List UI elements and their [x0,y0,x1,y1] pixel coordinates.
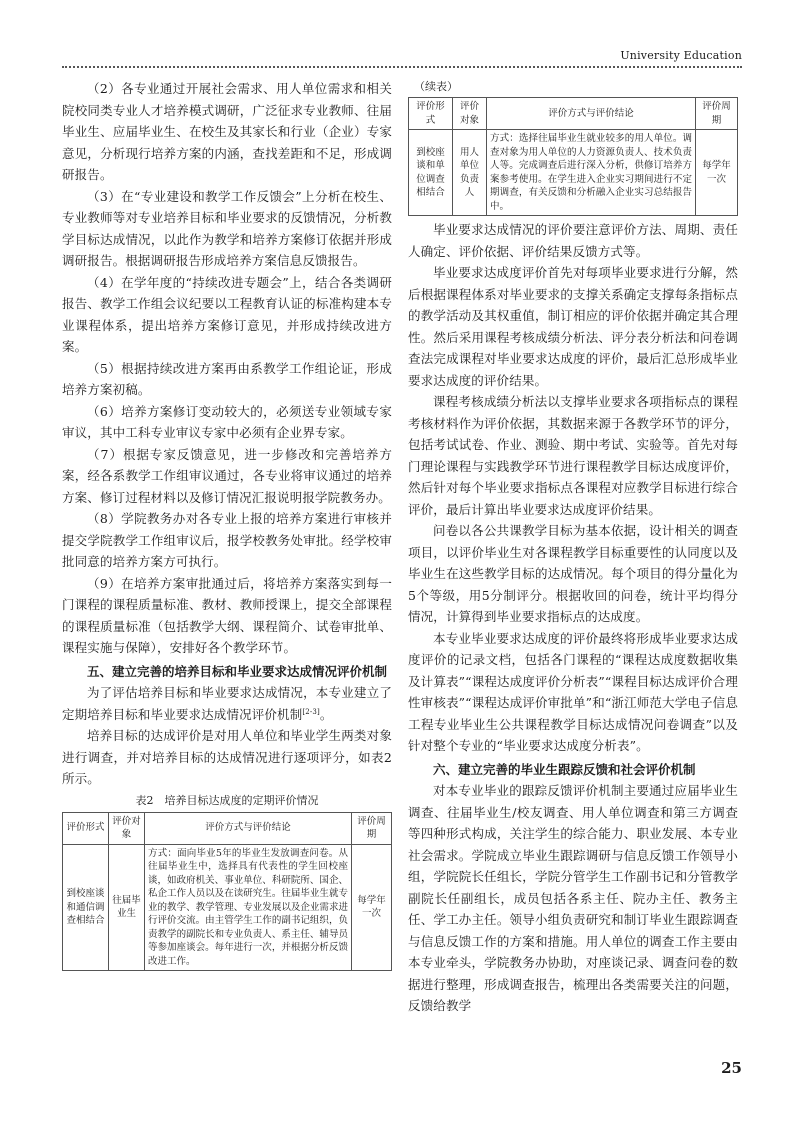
table-cell-target: 用人单位负责人 [453,130,487,216]
citation: [2-3] [302,707,320,716]
table-cell-cycle: 每学年一次 [352,844,392,971]
table-cell-form: 到校座谈和单位调查相结合 [409,130,453,216]
table-cell-cycle: 每学年一次 [696,130,738,216]
table-header-cell: 评价对象 [109,812,145,844]
table-caption: 表2 培养目标达成度的定期评价情况 [135,793,319,807]
paragraph: （6）培养方案修订变动较大的，必须送专业领域专家审议，其中工科专业审议专家中必须有企业界专家。 [62,403,392,440]
paragraph: 课程考核成绩分析法以支撑毕业要求各项指标点的课程考核材料作为评价依据，其数据来源于各教学环节的评分，包括考试试卷、作业、测验、期中考试、实验等。首先对每门理论课程与实践教学环节进行课程教学目标达成度评价，然后针对每个毕业要求指标点各课程对应教学目标进行综合评价，最后计算出毕业要求达成度评价结果。 [408,394,738,517]
table-row [63,844,392,971]
paragraph: （7）根据专家反馈意见，进一步修改和完善培养方案，经各系教学工作组审议通过，各专业将审议通过的培养方案、修订过程材料以及修订情况汇报说明报学院教务办。 [62,446,392,505]
paragraph: （4）在学年度的“持续改进专题会”上，结合各类调研报告、教学工作组会议纪要以工程教育认证的标准构建本专业课程体系，提出培养方案修订意见，并形成持续改进方案。 [62,274,392,354]
paragraph: （9）在培养方案审批通过后，将培养方案落实到每一门课程的课程质量标准、教材、教师授课上，提交全部课程的课程质量标准（包括教学大纲、课程简介、试卷审批单、课程实施与保障），安排好各个教学环节。 [62,575,392,655]
header-dotted-rule [62,66,742,68]
table-header-row [63,812,392,844]
journal-brand: University Education [620,49,742,62]
paragraph: （3）在“专业建设和教学工作反馈会”上分析在校生、专业教师等对专业培养目标和毕业要求的反馈情况，分析教学目标达成情况，以此作为教学和培养方案修订依据并形成调研报告。根据调研报告形成培养方案信息反馈报告。 [62,188,392,268]
paragraph: 本专业毕业要求达成度的评价最终将形成毕业要求达成度评价的记录文档，包括各门课程的“课程达成度数据收集及计算表”“课程达成度评价分析表”“课程目标达成评价合理性审核表”“课程达成评价审批单”和“浙江师范大学电子信息工程专业毕业生公共课程教学目标达成情况问卷调查”以及针对整个专业的“毕业要求达成度分析表”。 [408,630,738,753]
right-column [408,78,738,1017]
table-cell-target: 往届毕业生 [109,844,145,971]
paragraph: （5）根据持续改进方案再由系教学工作组论证，形成培养方案初稿。 [62,360,392,397]
paragraph: 毕业要求达成情况的评价要注意评价方法、周期、责任人确定、评价依据、评价结果反馈方式等。 [408,222,738,259]
left-column [62,78,392,971]
table-header-cell: 评价形式 [63,812,109,844]
table-cell-method: 方式：选择往届毕业生就业较多的用人单位。调查对象为用人单位的人力资源负责人、技术负责人等。完成调查后进行深入分析，供修订培养方案参考使用。在学生进入企业实习期间进行不定期调查，有关反馈和分析融入企业实习总结报告中。 [487,130,696,216]
evaluation-table-2 [62,812,392,972]
section-heading-5: 五、建立完善的培养目标和毕业要求达成情况评价机制 [87,663,388,679]
section-heading-6: 六、建立完善的毕业生跟踪反馈和社会评价机制 [433,761,696,777]
table-cell-method: 方式：面向毕业5年的毕业生发放调查问卷。从往届毕业生中，选择具有代表性的学生回校座谈，如政府机关、事业单位、科研院所、国企、私企工作人员以及在读研究生。往届毕业生就专业的教学、教学管理、专业发展以及企业需求进行评价交流。由主管学生工作的副书记组织，负责教学的副院长和专业负责人、系主任、辅导员等参加座谈会。每年进行一次，并根据分析反馈改进工作。 [145,844,352,971]
paragraph-with-citation [62,682,392,725]
table-header-cell: 评价方式与评价结论 [145,812,352,844]
evaluation-table-2-continued [408,97,738,216]
paragraph: 毕业要求达成度评价首先对每项毕业要求进行分解，然后根据课程体系对毕业要求的支撑关系确定支撑每条指标点的教学活动及其权重值，制订相应的评价依据并确定其合理性。然后采用课程考核成绩分析法、评分表分析法和问卷调查法完成课程对毕业要求达成度的评价，最后汇总形成毕业要求达成度的评价结果。 [408,265,738,388]
table-cell-form: 到校座谈和通信调查相结合 [63,844,109,971]
table-header-cell: 评价方式与评价结论 [487,98,696,130]
paragraph: （2）各专业通过开展社会需求、用人单位需求和相关院校同类专业人才培养模式调研，广泛征求专业教师、往届毕业生、应届毕业生、在校生及其家长和行业（企业）专家意见，分析现行培养方案的内涵，查找差距和不足，形成调研报告。 [62,81,392,182]
table-header-cell: 评价对象 [453,98,487,130]
paragraph: 对本专业毕业的跟踪反馈评价机制主要通过应届毕业生调查、往届毕业生/校友调查、用人单位调查和第三方调查等四种形式构成，关注学生的综合能力、职业发展、本专业社会需求。学院成立毕业生跟踪调研与信息反馈工作领导小组，学院院长任组长，学院分管学生工作副书记和分管教学副院长任副组长，成员包括各系主任、院办主任、教务主任、学工办主任。领导小组负责研究和制订毕业生跟踪调查与信息反馈工作的方案和措施。用人单位的调查工作主要由本专业牵头，学院教务办协助，对座谈记录、调查问卷的数据进行整理，形成调查报告，梳理出各类需要关注的问题，反馈给教学 [408,783,738,1013]
paragraph: 培养目标的达成评价是对用人单位和毕业学生两类对象进行调查，并对培养目标的达成情况进行逐项评分，如表2所示。 [62,728,392,786]
paragraph-end: 。 [319,706,333,722]
paragraph: 问卷以各公共课教学目标为基本依据，设计相关的调查项目，以评价毕业生对各课程教学目标重要性的认同度以及毕业生在这些教学目标的达成情况。每个项目的得分量化为5个等级，用5分制评分。根据收回的问卷，统计平均得分情况，计算得到毕业要求指标点的达成度。 [408,523,738,624]
table-continued-caption: （续表） [414,80,458,93]
paragraph: （8）学院教务办对各专业上报的培养方案进行审核并提交学院教学工作组审议后，报学校教务处审批。经学校审批同意的培养方案方可执行。 [62,511,392,569]
page-number: 25 [721,1059,742,1077]
table-row [409,130,738,216]
paragraph-text: 为了评估培养目标和毕业要求达成情况，本专业建立了定期培养目标和毕业要求达成情况评价机制 [62,685,392,722]
table-header-row [409,98,738,130]
table-header-cell: 评价周期 [352,812,392,844]
table-header-cell: 评价形式 [409,98,453,130]
table-header-cell: 评价周期 [696,98,738,130]
